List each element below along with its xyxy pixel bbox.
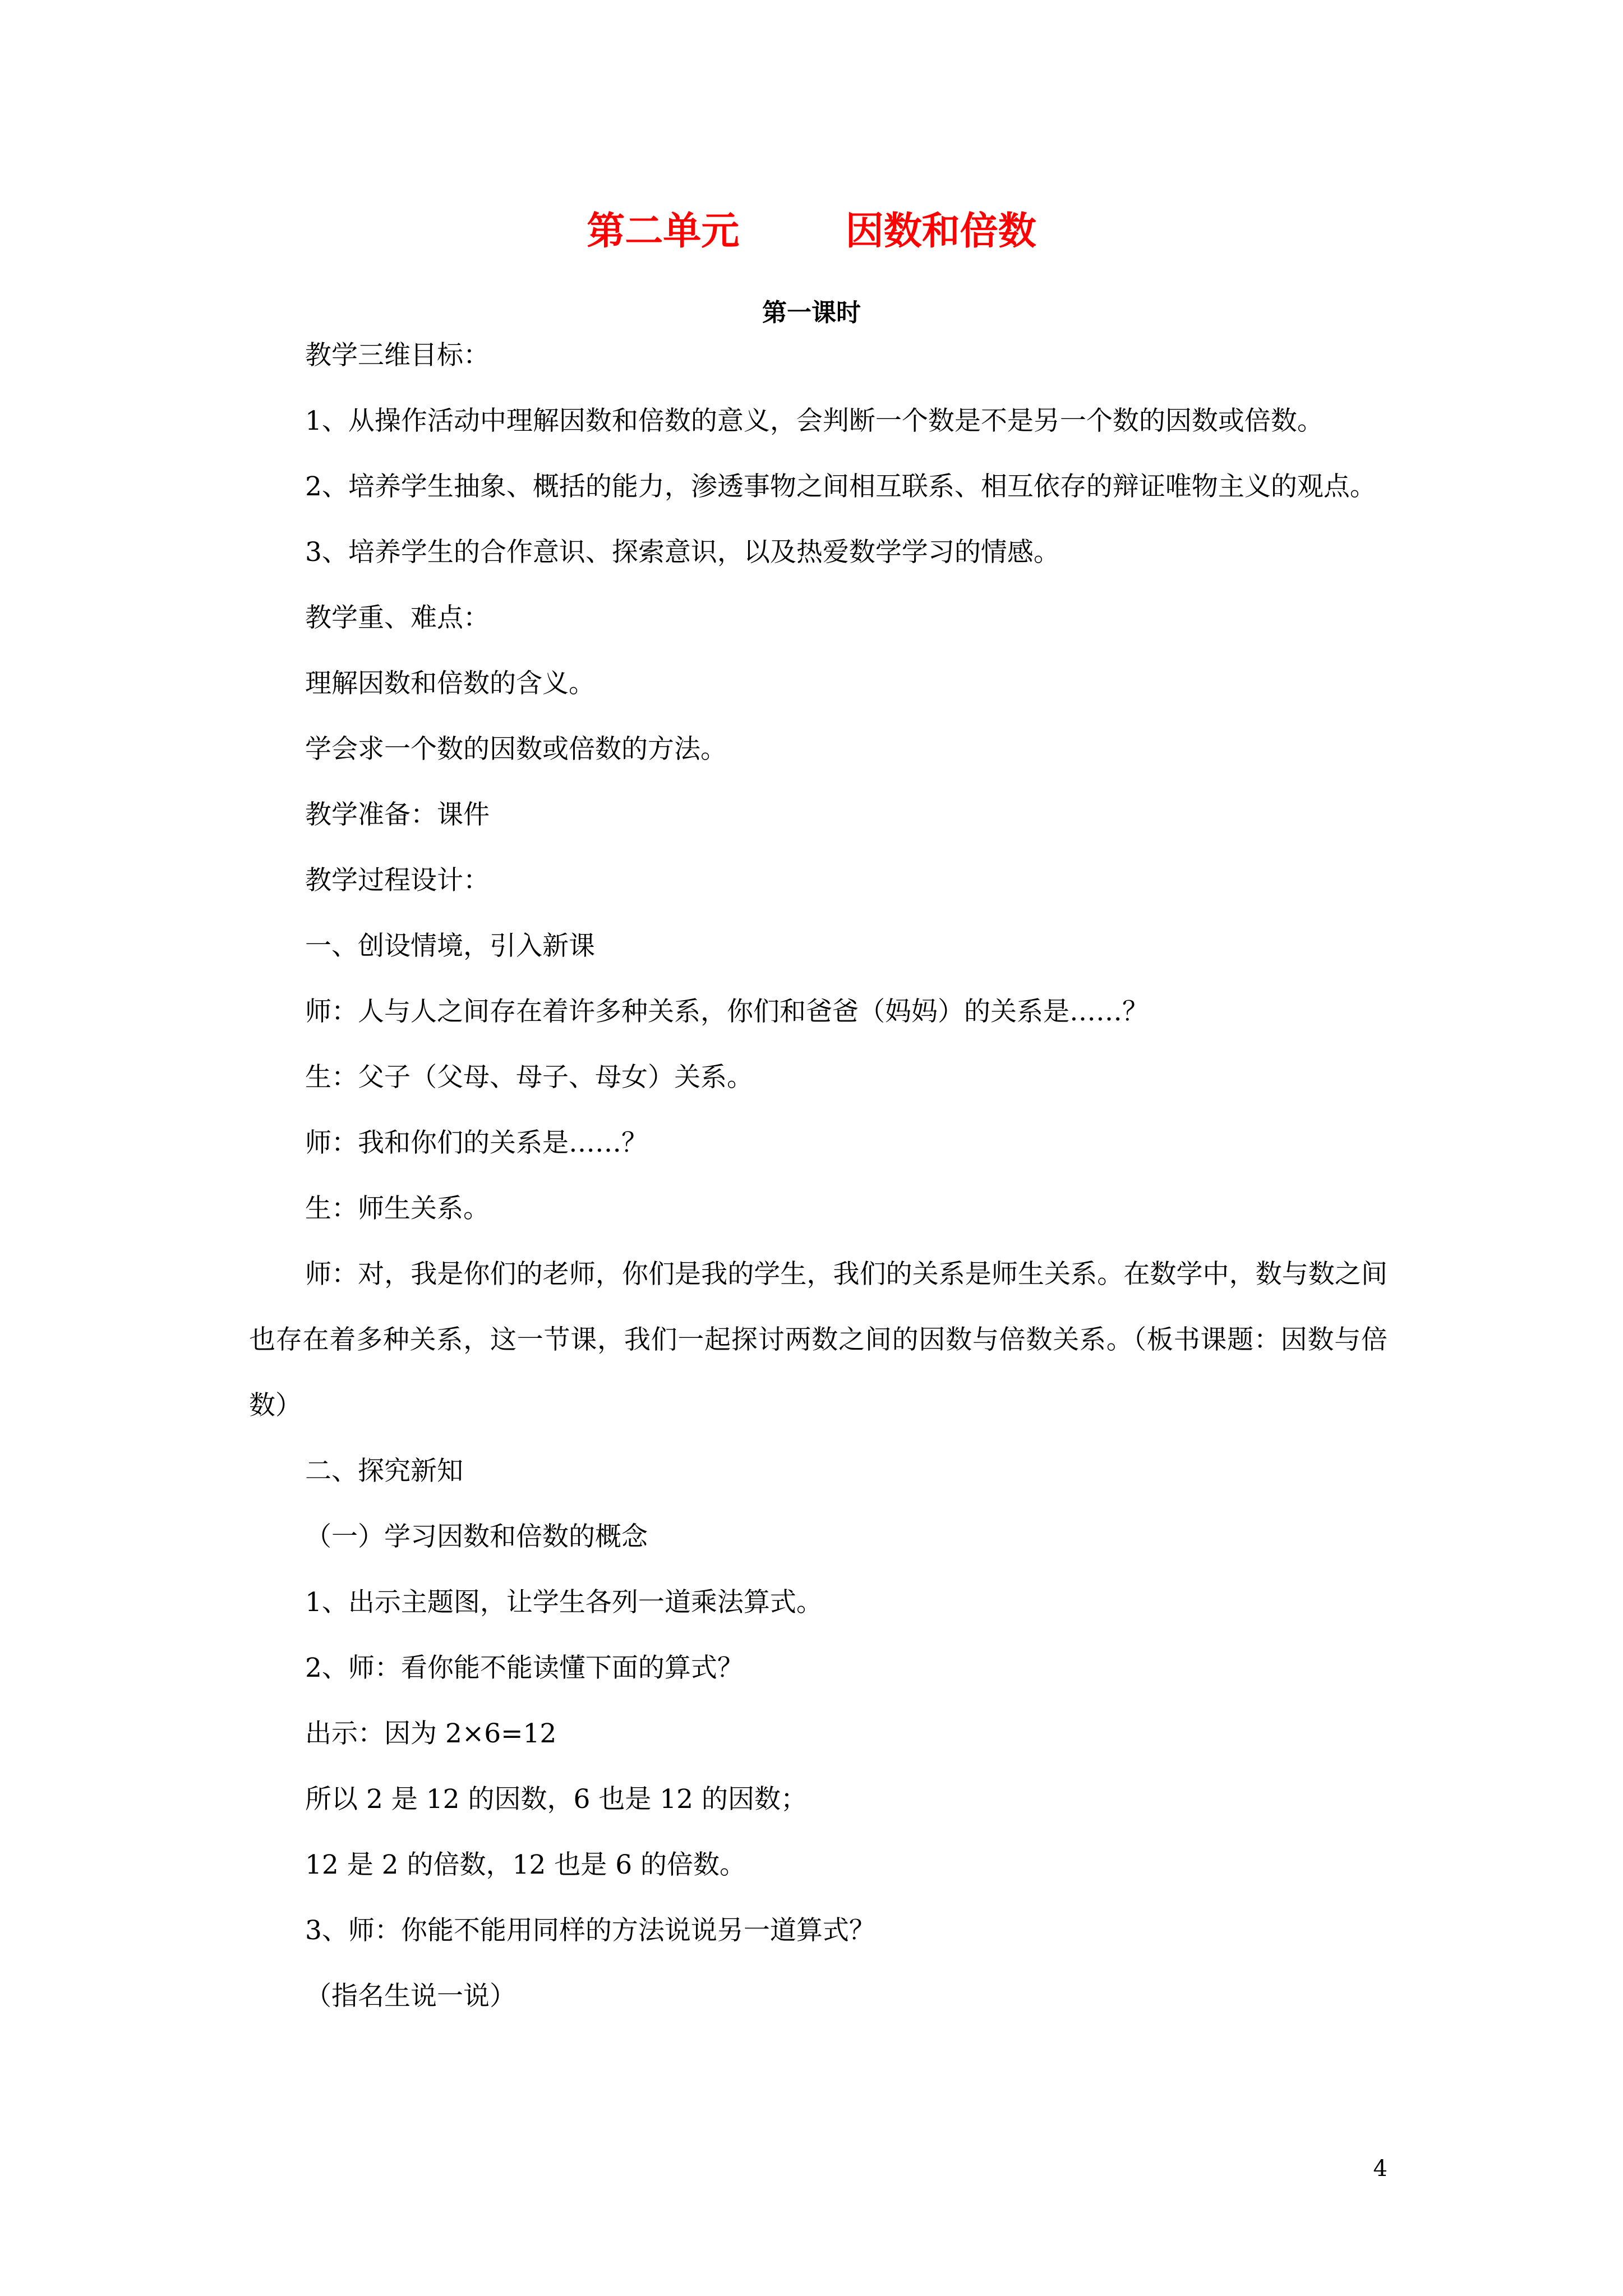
paragraph: 生：父子（父母、母子、母女）关系。 xyxy=(305,1062,753,1093)
paragraph: 所以 2 是 12 的因数，6 也是 12 的因数； xyxy=(305,1784,807,1815)
paragraph: 1、出示主题图，让学生各列一道乘法算式。 xyxy=(305,1587,823,1618)
paragraph: 生：师生关系。 xyxy=(305,1193,490,1224)
paragraph: 理解因数和倍数的含义。 xyxy=(305,668,595,699)
paragraph: 教学重、难点： xyxy=(305,602,490,633)
paragraph: （一）学习因数和倍数的概念 xyxy=(305,1521,648,1552)
paragraph: 二、探究新知 xyxy=(305,1456,463,1487)
paragraph: 师：我和你们的关系是……？ xyxy=(305,1128,648,1158)
paragraph: 2、培养学生抽象、概括的能力，渗透事物之间相互联系、相互依存的辩证唯物主义的观点。 xyxy=(305,471,1376,502)
body-text xyxy=(249,323,1387,2029)
paragraph: 出示：因为 2×6=12 xyxy=(305,1718,557,1749)
page-number: 4 xyxy=(1373,2156,1387,2182)
paragraph: 学会求一个数的因数或倍数的方法。 xyxy=(305,734,727,765)
paragraph: 师：对，我是你们的老师，你们是我的学生，我们的关系是师生关系。在数学中，数与数之间也存在着多种关系，这一节课，我们一起探讨两数之间的因数与倍数关系。（板书课题：因数与倍数） xyxy=(249,1259,1387,1421)
paragraph: 教学过程设计： xyxy=(305,865,490,896)
paragraph: 3、培养学生的合作意识、探索意识，以及热爱数学学习的情感。 xyxy=(305,537,1060,568)
paragraph: 教学三维目标： xyxy=(305,340,490,371)
paragraph: 师：人与人之间存在着许多种关系，你们和爸爸（妈妈）的关系是……？ xyxy=(305,996,1149,1027)
lesson-subtitle: 第一课时 xyxy=(762,298,861,327)
paragraph: 3、师：你能不能用同样的方法说说另一道算式？ xyxy=(305,1915,875,1946)
paragraph: 2、师：看你能不能读懂下面的算式？ xyxy=(305,1653,744,1683)
paragraph: 一、创设情境，引入新课 xyxy=(305,931,595,961)
paragraph: 教学准备：课件 xyxy=(305,799,490,830)
unit-title: 第二单元 因数和倍数 xyxy=(587,209,1036,254)
paragraph: 1、从操作活动中理解因数和倍数的意义，会判断一个数是不是另一个数的因数或倍数。 xyxy=(305,406,1324,436)
paragraph: 12 是 2 的倍数，12 也是 6 的倍数。 xyxy=(305,1849,746,1880)
paragraph: （指名生说一说） xyxy=(305,1981,516,2012)
